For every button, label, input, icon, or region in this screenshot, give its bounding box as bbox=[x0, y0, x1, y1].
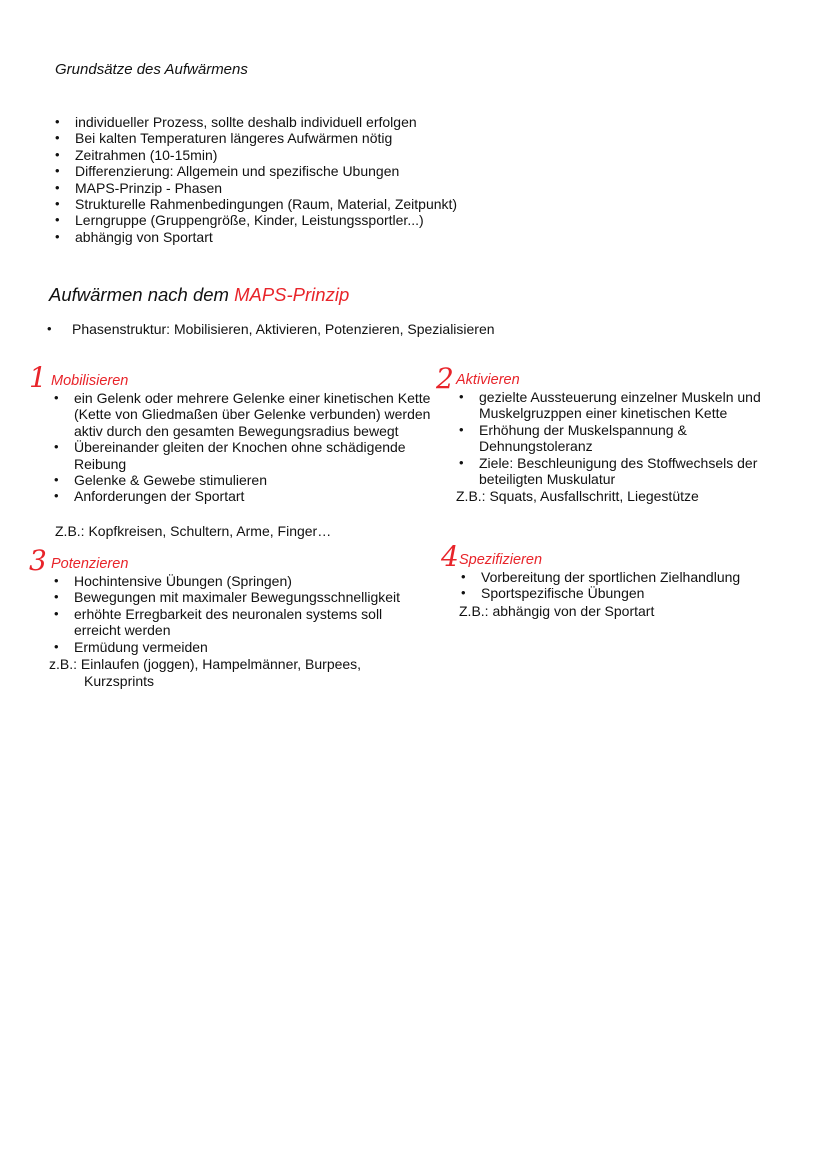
list-item: • Zeitrahmen (10-15min) bbox=[53, 147, 523, 163]
list-item: • Differenzierung: Allgemein und spezifische Ubungen bbox=[53, 163, 523, 179]
phase-number-3: 3 bbox=[29, 544, 47, 577]
phase-number-2: 2 bbox=[436, 362, 454, 395]
list-item: • gezielte Aussteuerung einzelner Muskeln und Muskelgruzppen einer kinetischen Kette bbox=[457, 389, 787, 422]
phase-4-list bbox=[459, 569, 779, 602]
phase-title-potenzieren: Potenzieren bbox=[51, 556, 129, 572]
phase-structure-list bbox=[45, 321, 565, 337]
maps-heading bbox=[49, 284, 349, 306]
principles-list bbox=[53, 114, 523, 245]
list-item: • Bei kalten Temperaturen längeres Aufwärmen nötig bbox=[53, 130, 523, 146]
list-item: • erhöhte Erregbarkeit des neuronalen systems soll erreicht werden bbox=[52, 606, 422, 639]
phase-1-list bbox=[52, 390, 437, 505]
phase-1-example: Z.B.: Kopfkreisen, Schultern, Arme, Finger… bbox=[55, 523, 332, 539]
phase-2-example: Z.B.: Squats, Ausfallschritt, Liegestütze bbox=[456, 488, 699, 504]
phase-structure: • Phasenstruktur: Mobilisieren, Aktivieren, Potenzieren, Spezialisieren bbox=[45, 321, 565, 337]
list-item: • individueller Prozess, sollte deshalb individuell erfolgen bbox=[53, 114, 523, 130]
list-item: • ein Gelenk oder mehrere Gelenke einer kinetischen Kette (Kette von Gliedmaßen über Gelenke verbunden) werden aktiv durch den gesamten Bewegungsradius bewegt bbox=[52, 390, 437, 439]
list-item: • Ermüdung vermeiden bbox=[52, 639, 422, 655]
list-item: • Erhöhung der Muskelspannung & Dehnungstoleranz bbox=[457, 422, 787, 455]
maps-heading-prefix: Aufwärmen nach dem bbox=[49, 284, 235, 305]
phase-4-example: Z.B.: abhängig von der Sportart bbox=[459, 603, 655, 619]
list-item: • Lerngruppe (Gruppengröße, Kinder, Leistungssportler...) bbox=[53, 212, 523, 228]
phase-title-spezifizieren: Spezifizieren bbox=[459, 552, 543, 568]
list-item: • MAPS-Prinzip - Phasen bbox=[53, 180, 523, 196]
list-item: • Gelenke & Gewebe stimulieren bbox=[52, 472, 437, 488]
list-item: • Sportspezifische Übungen bbox=[459, 585, 779, 601]
list-item: • Übereinander gleiten der Knochen ohne schädigende Reibung bbox=[52, 439, 437, 472]
phase-2-list bbox=[457, 389, 787, 487]
list-item: • Vorbereitung der sportlichen Zielhandlung bbox=[459, 569, 779, 585]
list-item: • Strukturelle Rahmenbedingungen (Raum, Material, Zeitpunkt) bbox=[53, 196, 523, 212]
phase-3-list bbox=[52, 573, 422, 655]
phase-number-1: 1 bbox=[29, 361, 47, 394]
phase-3-example: z.B.: Einlaufen (joggen), Hampelmänner, Burpees, bbox=[49, 656, 362, 672]
maps-heading-accent: MAPS-Prinzip bbox=[234, 284, 350, 305]
list-item: • abhängig von Sportart bbox=[53, 229, 523, 245]
list-item: • Ziele: Beschleunigung des Stoffwechsels der beteiligten Muskulatur bbox=[457, 455, 787, 488]
section-title: Grundsätze des Aufwärmens bbox=[55, 61, 248, 78]
phase-number-4: 4 bbox=[441, 540, 459, 573]
list-item: • Hochintensive Übungen (Springen) bbox=[52, 573, 422, 589]
phase-title-mobilisieren: Mobilisieren bbox=[51, 373, 129, 389]
phase-3-example-cont: Kurzsprints bbox=[84, 673, 155, 689]
list-item: • Anforderungen der Sportart bbox=[52, 488, 437, 504]
list-item: • Bewegungen mit maximaler Bewegungsschnelligkeit bbox=[52, 589, 422, 605]
phase-title-aktivieren: Aktivieren bbox=[456, 372, 520, 388]
